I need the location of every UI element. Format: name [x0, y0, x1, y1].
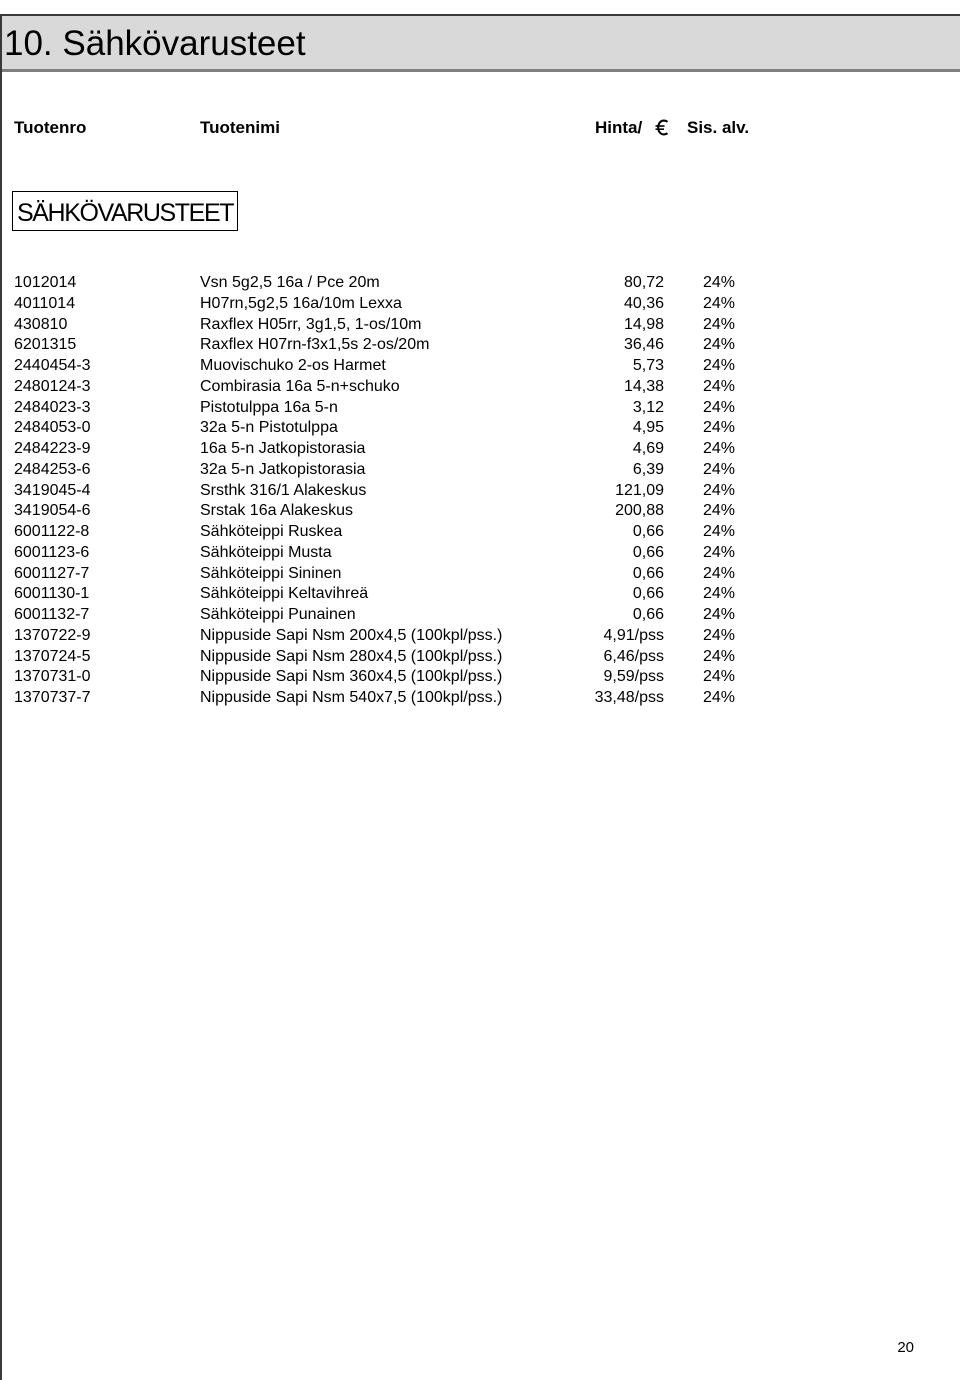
product-vat: 24%: [702, 274, 735, 291]
product-price: 6,46/pss: [603, 647, 664, 665]
product-vat: 24%: [702, 564, 735, 582]
section-title: SÄHKÖVARUSTEET: [12, 191, 238, 231]
product-code: 6201315: [14, 336, 77, 354]
table-row: [0, 564, 960, 585]
product-name: Nippuside Sapi Nsm 280x4,5 (100kpl/pss.): [200, 647, 503, 665]
product-price: 4,95: [632, 419, 664, 437]
table-row: [0, 273, 960, 294]
product-name: H07rn,5g2,5 16a/10m Lexxa: [200, 294, 402, 312]
product-code: 2484253-6: [14, 460, 91, 478]
product-vat: 24%: [702, 502, 735, 520]
product-price: 0,66: [632, 606, 664, 623]
product-name: Nippuside Sapi Nsm 540x7,5 (100kpl/pss.): [200, 689, 503, 706]
product-price: 0,66: [632, 523, 664, 540]
column-header-code: Tuotenro: [14, 118, 87, 137]
product-vat: 24%: [702, 668, 735, 686]
product-vat: 24%: [702, 523, 735, 540]
product-price: 36,46: [623, 336, 664, 354]
product-price: 3,12: [632, 398, 664, 416]
product-vat: 24%: [702, 626, 735, 644]
table-header: [0, 116, 960, 140]
product-price: 4,91/pss: [603, 626, 664, 644]
product-list: [0, 273, 960, 709]
product-name: Combirasia 16a 5-n+schuko: [200, 377, 400, 395]
product-price: 6,39: [632, 460, 664, 478]
table-row: [0, 439, 960, 460]
product-vat: 24%: [702, 440, 735, 457]
product-price: 200,88: [615, 502, 664, 520]
product-vat: 24%: [702, 481, 735, 499]
product-code: 2484053-0: [14, 419, 91, 437]
product-vat: 24%: [702, 689, 735, 706]
product-price: 5,73: [632, 357, 664, 374]
product-name: Raxflex H05rr, 3g1,5, 1-os/10m: [200, 315, 422, 333]
product-vat: 24%: [702, 315, 735, 333]
table-row: [0, 543, 960, 564]
product-name: 16a 5-n Jatkopistorasia: [200, 440, 366, 457]
table-row: [0, 481, 960, 502]
product-price: 40,36: [623, 294, 664, 312]
product-code: 1370724-5: [14, 647, 91, 665]
table-row: [0, 398, 960, 419]
product-name: Sähköteippi Musta: [200, 543, 332, 561]
product-price: 9,59/pss: [603, 668, 664, 686]
product-name: 32a 5-n Jatkopistorasia: [200, 460, 366, 478]
table-row: [0, 377, 960, 398]
product-vat: 24%: [702, 543, 735, 561]
product-vat: 24%: [702, 336, 735, 354]
product-price: 121,09: [615, 481, 664, 499]
product-vat: 24%: [702, 294, 735, 312]
product-price: 14,98: [623, 315, 664, 333]
table-row: [0, 418, 960, 439]
product-name: Muovischuko 2-os Harmet: [200, 357, 386, 374]
product-name: Srstak 16a Alakeskus: [200, 502, 353, 520]
product-code: 2480124-3: [14, 377, 91, 395]
product-vat: 24%: [702, 377, 735, 395]
product-code: 6001123-6: [14, 543, 90, 561]
product-code: 4011014: [14, 294, 76, 312]
product-code: 3419045-4: [14, 481, 91, 499]
product-code: 6001122-8: [14, 523, 90, 540]
product-vat: 24%: [702, 419, 735, 437]
product-name: 32a 5-n Pistotulppa: [200, 419, 338, 437]
product-vat: 24%: [702, 647, 735, 665]
page-number: 20: [897, 1339, 914, 1356]
product-code: 430810: [14, 315, 68, 333]
table-row: [0, 460, 960, 481]
product-name: Raxflex H07rn-f3x1,5s 2-os/20m: [200, 336, 430, 354]
column-header-name: Tuotenimi: [200, 118, 280, 137]
product-code: 3419054-6: [14, 502, 91, 520]
product-code: 1370722-9: [14, 626, 91, 644]
table-row: [0, 501, 960, 522]
product-vat: 24%: [702, 585, 735, 603]
euro-icon: [654, 116, 670, 140]
table-row: [0, 626, 960, 647]
product-vat: 24%: [702, 606, 735, 623]
product-name: Srsthk 316/1 Alakeskus: [200, 481, 367, 499]
table-row: [0, 522, 960, 543]
column-header-price: Hinta/: [595, 118, 643, 137]
product-vat: 24%: [702, 357, 735, 374]
table-row: [0, 688, 960, 709]
product-name: Pistotulppa 16a 5-n: [200, 398, 338, 416]
product-code: 1370731-0: [14, 668, 91, 686]
product-name: Vsn 5g2,5 16a / Pce 20m: [200, 274, 380, 291]
product-code: 2484023-3: [14, 398, 91, 416]
product-name: Nippuside Sapi Nsm 200x4,5 (100kpl/pss.): [200, 626, 503, 644]
product-code: 6001132-7: [14, 606, 90, 623]
column-header-vat: Sis. alv.: [687, 118, 750, 137]
table-row: [0, 605, 960, 626]
product-code: 6001127-7: [14, 564, 90, 582]
table-row: [0, 667, 960, 688]
product-vat: 24%: [702, 398, 735, 416]
table-row: [0, 584, 960, 605]
product-price: 0,66: [632, 564, 664, 582]
product-price: 80,72: [623, 274, 664, 291]
page-title: 10. Sähkövarusteet: [4, 24, 306, 63]
table-row: [0, 315, 960, 336]
product-name: Nippuside Sapi Nsm 360x4,5 (100kpl/pss.): [200, 668, 503, 686]
product-vat: 24%: [702, 460, 735, 478]
product-price: 33,48/pss: [594, 689, 664, 706]
product-code: 6001130-1: [14, 585, 90, 603]
product-price: 0,66: [632, 543, 664, 561]
product-code: 1012014: [14, 274, 77, 291]
table-row: [0, 647, 960, 668]
product-price: 14,38: [623, 377, 664, 395]
table-row: [0, 335, 960, 356]
product-price: 0,66: [632, 585, 664, 603]
product-name: Sähköteippi Ruskea: [200, 523, 343, 540]
product-code: 2484223-9: [14, 440, 91, 457]
product-price: 4,69: [632, 440, 664, 457]
product-name: Sähköteippi Punainen: [200, 606, 356, 623]
product-code: 1370737-7: [14, 689, 91, 706]
product-name: Sähköteippi Sininen: [200, 564, 342, 582]
table-row: [0, 356, 960, 377]
product-code: 2440454-3: [14, 357, 91, 374]
product-name: Sähköteippi Keltavihreä: [200, 585, 369, 603]
table-row: [0, 294, 960, 315]
